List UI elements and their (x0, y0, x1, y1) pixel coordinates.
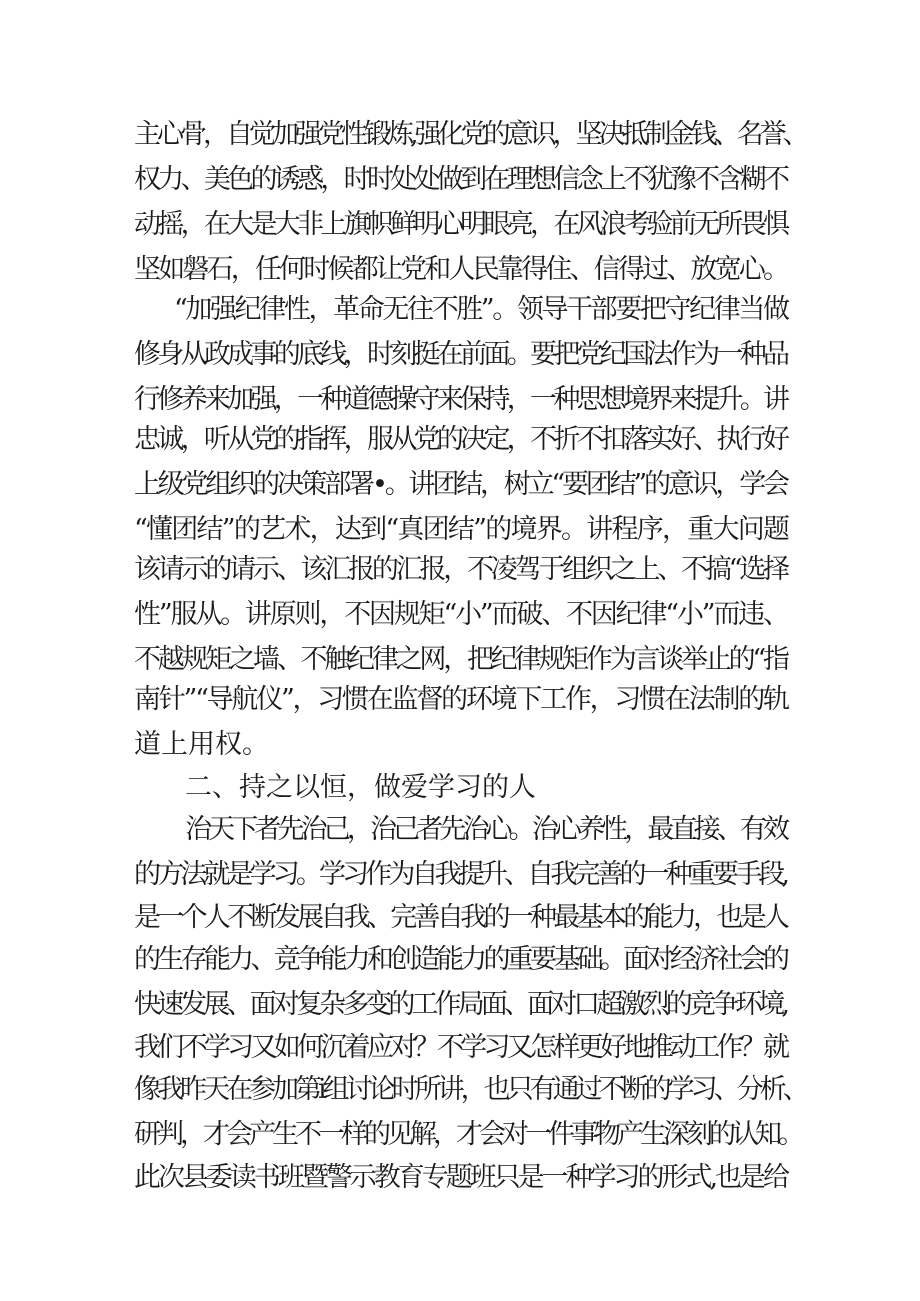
line-text: 是一个人不断发展自我、完善自我的一种最基本的能力，也是人 (134, 902, 787, 933)
line-text: “懂团结”的艺术，达到“真团结”的境界。讲程序，重大问题 (134, 514, 789, 545)
text-line (134, 940, 790, 980)
line-text: 该请示的请示、该汇报的汇报，不凌驾于组织之上、不搞“选择 (134, 554, 787, 585)
text-line (134, 420, 790, 460)
text-line (134, 335, 790, 375)
line-text: 南针”“导航仪”，习惯在监督的环境下工作，习惯在法制的轨 (134, 684, 788, 715)
line-text: 上级党组织的决策部署•。讲团结，树立“要团结”的意识，学会 (134, 469, 787, 500)
line-text: 像我昨天在参加第i组讨论时所讲，也只有通过不断的学习、分析、 (134, 1074, 806, 1105)
text-line (134, 465, 790, 505)
text-line (134, 898, 790, 938)
paragraph-first-line (174, 290, 790, 330)
text-line (134, 510, 790, 550)
line-text: 快速发展、面对复杂多变的工作局面、面对口超激烈的竞争环境, (134, 989, 787, 1020)
line-text: 的方法就是学习。学习作为自我提升、自我完善的一种重要手段, (134, 859, 787, 890)
line-text: 我们不学习又如何沉着应对？不学习又怎样更好地推动工作？就 (134, 1032, 787, 1063)
line-text: 修身从政成事的底线，时刻挺在前面。要把党纪国法作为一种品 (134, 339, 787, 370)
line-text: 的生存能力、竞争能力和创造能力的重要基础。面对经济社会的 (134, 944, 787, 975)
text-line (134, 1158, 790, 1198)
line-text: 忠诚，听从党的指挥，服从党的决定，不折不扣落实好、执行好 (134, 424, 787, 455)
text-line (134, 725, 790, 765)
line-text: “加强纪律性，革命无往不胜”。领导干部要把守纪律当做 (174, 294, 788, 325)
line-text: 此次县委读书班暨警示教育专题班只是一种学习的形式,也是给 (134, 1162, 787, 1193)
text-line (134, 1070, 806, 1110)
text-line (134, 985, 790, 1025)
text-line (134, 550, 790, 590)
line-text: 不越规矩之墙、不触纪律之网，把纪律规矩作为言谈举止的“指 (134, 644, 787, 675)
line-text: 治天下者先治己，治己者先治心。治心养性，最直接、有效 (185, 814, 787, 845)
text-line (134, 250, 790, 290)
text-line (134, 595, 790, 635)
text-line (134, 1028, 790, 1068)
line-text: 研判，才会产生不一样的见解，才会对一件事物产生深刻的认知。 (134, 1119, 801, 1150)
text-line (134, 640, 790, 680)
section-heading-text: 二、持之以恒，做爱学习的人 (185, 772, 536, 803)
line-text: 坚如磐石，任何时候都让党和人民靠得住、信得过、放宽心。 (134, 254, 788, 285)
line-text: 性”服从。讲原则，不因规矩“小”而破、不因纪律“小”而违、 (134, 599, 788, 630)
text-line (134, 205, 790, 245)
text-line (134, 1115, 801, 1155)
text-line (134, 680, 790, 720)
line-text: 主心骨，自觉加强党性锻炼,强化党的意识，坚决抵制金钱、名誉、 (134, 119, 806, 150)
text-line (134, 380, 790, 420)
text-line (134, 160, 790, 200)
line-text: 行修养来加强，一种道德操守来保持，一种思想境界来提升。讲 (134, 384, 787, 415)
line-text: 权力、美色的诱惑，时时处处做到在理想信念上不犹豫不含糊不 (134, 164, 787, 195)
paragraph-first-line (185, 810, 790, 850)
text-line (134, 115, 806, 155)
line-text: 动摇，在大是大非上旗帜鲜明心明眼亮，在风浪考验前无所畏惧 (134, 209, 787, 240)
section-heading (185, 768, 790, 808)
text-line (134, 855, 790, 895)
line-text: 道上用权。 (134, 729, 269, 760)
